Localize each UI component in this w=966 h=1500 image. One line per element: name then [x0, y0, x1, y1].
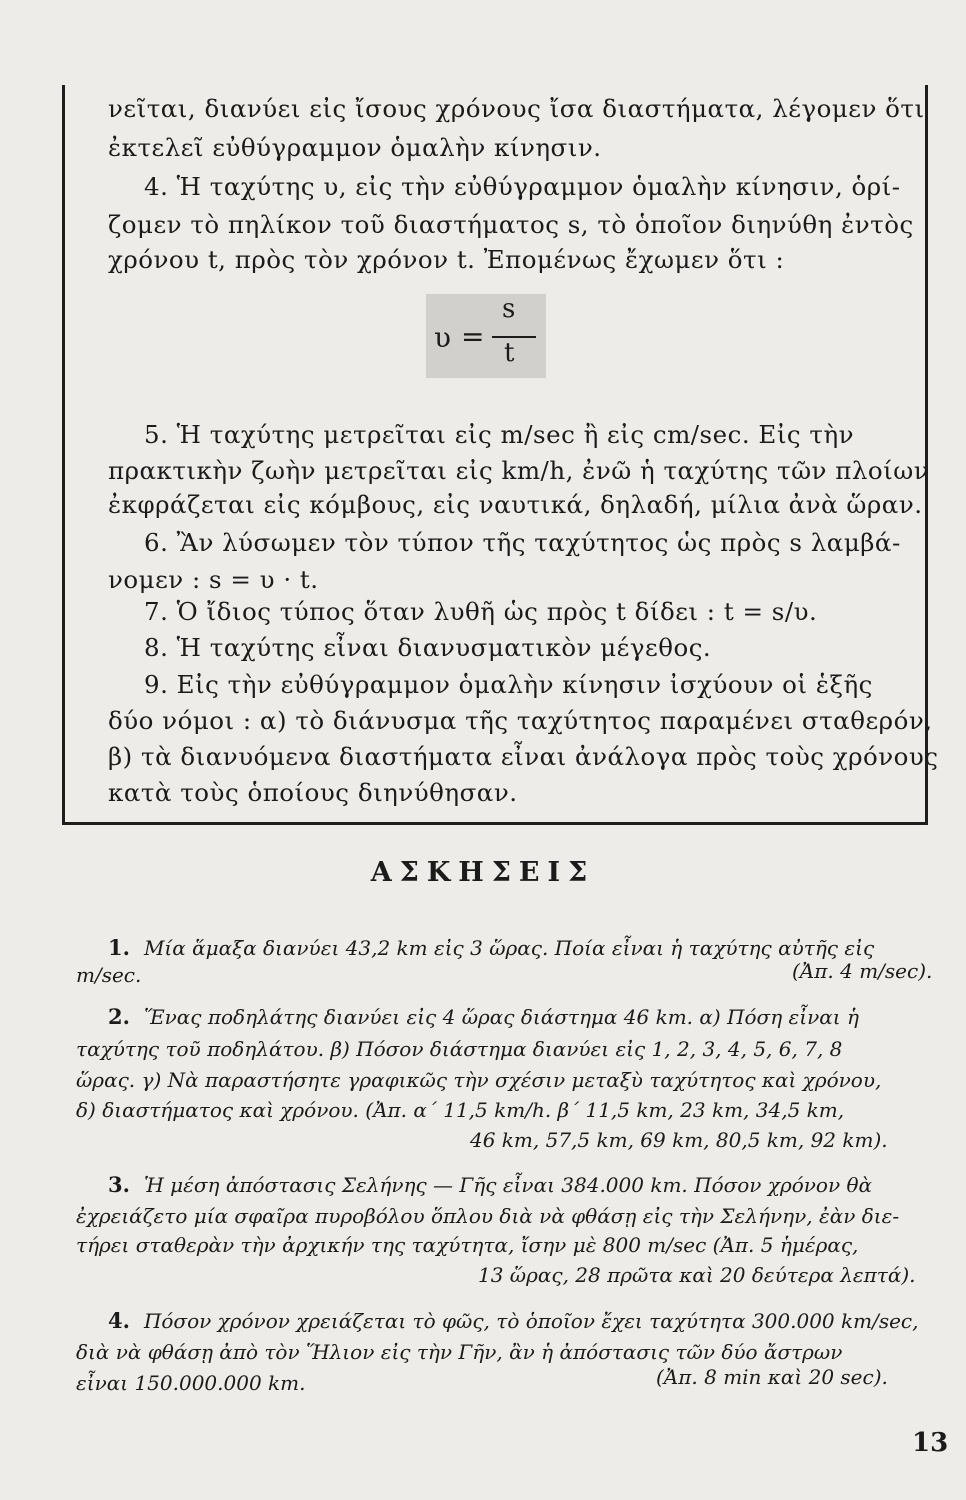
exercise-number: 4. [108, 1308, 130, 1333]
box-line: β) τὰ διανυόμενα διαστήματα εἶναι ἀνάλογα πρὸς τοὺς χρόνους [108, 742, 939, 771]
box-line: κατὰ τοὺς ὁποίους διηνύθησαν. [108, 778, 518, 807]
box-line: νεῖται, διανύει εἰς ἴσους χρόνους ἴσα διαστήματα, λέγομεν ὅτι [108, 94, 925, 123]
exercise-2 [108, 1004, 859, 1030]
exercise-number: 2. [108, 1004, 130, 1029]
exercise-line: τήρει σταθερὰν τὴν ἀρχικήν της ταχύτητα, ἴσην μὲ 800 m/sec (Ἀπ. 5 ἡμέρας, [76, 1233, 859, 1257]
box-line: ἐκφράζεται εἰς κόμβους, εἰς ναυτικά, δηλαδή, μίλια ἀνὰ ὥραν. [108, 490, 923, 519]
box-line: νομεν : s = υ · t. [108, 565, 319, 594]
box-line: 4. Ἡ ταχύτης υ, εἰς τὴν εὐθύγραμμον ὁμαλὴν κίνησιν, ὁρί- [144, 172, 901, 201]
formula-lhs: υ [434, 321, 452, 354]
formula-numerator: s [502, 294, 516, 324]
exercise-line: m/sec. [76, 963, 142, 987]
exercise-line: ἐχρειάζετο μία σφαῖρα πυροβόλου ὅπλου διὰ νὰ φθάσῃ εἰς τὴν Σελήνην, ἐὰν διε- [76, 1204, 900, 1228]
exercise-line: 13 ὥρας, 28 πρῶτα καὶ 20 δεύτερα λεπτά). [478, 1263, 916, 1287]
exercise-line: Ἕνας ποδηλάτης διανύει εἰς 4 ὥρας διάστημα 46 km. α) Πόση εἶναι ἡ [143, 1005, 859, 1029]
exercise-answer: (Ἀπ. 8 min καὶ 20 sec). [656, 1365, 888, 1389]
exercise-number: 1. [108, 935, 130, 960]
exercise-1 [108, 935, 874, 961]
exercise-line: ὥρας. γ) Νὰ παραστήσητε γραφικῶς τὴν σχέσιν μεταξὺ ταχύτητος καὶ χρόνου, [76, 1068, 882, 1092]
box-line: ἐκτελεῖ εὐθύγραμμον ὁμαλὴν κίνησιν. [108, 133, 602, 162]
box-line: 5. Ἡ ταχύτης μετρεῖται εἰς m/sec ἢ εἰς cm/sec. Εἰς τὴν [144, 420, 855, 449]
exercises-heading: ΑΣΚΗΣΕΙΣ [370, 857, 596, 888]
exercise-answer: (Ἀπ. 4 m/sec). [792, 959, 933, 983]
exercise-line: 46 km, 57,5 km, 69 km, 80,5 km, 92 km). [470, 1128, 888, 1152]
box-line: πρακτικὴν ζωὴν μετρεῖται εἰς km/h, ἐνῶ ἡ ταχύτης τῶν πλοίων [108, 456, 930, 485]
box-line: 7. Ὁ ἴδιος τύπος ὅταν λυθῆ ὡς πρὸς t δίδει : t = s/υ. [144, 597, 818, 626]
page-number: 13 [912, 1428, 949, 1458]
exercise-line: διὰ νὰ φθάσῃ ἀπὸ τὸν Ἥλιον εἰς τὴν Γῆν, ἂν ἡ ἀπόστασις τῶν δύο ἄστρων [76, 1340, 843, 1364]
box-line: ζομεν τὸ πηλίκον τοῦ διαστήματος s, τὸ ὁποῖον διηνύθη ἐντὸς [108, 210, 914, 239]
exercise-line: ταχύτης τοῦ ποδηλάτου. β) Πόσον διάστημα διανύει εἰς 1, 2, 3, 4, 5, 6, 7, 8 [76, 1037, 843, 1061]
box-line: δύο νόμοι : α) τὸ διάνυσμα τῆς ταχύτητος παραμένει σταθερόν, [108, 706, 933, 735]
exercise-line: δ) διαστήματος καὶ χρόνου. (Ἀπ. α΄ 11,5 km/h. β΄ 11,5 km, 23 km, 34,5 km, [76, 1098, 845, 1122]
box-line: 9. Εἰς τὴν εὐθύγραμμον ὁμαλὴν κίνησιν ἰσχύουν οἱ ἑξῆς [144, 670, 873, 699]
exercise-3 [108, 1172, 872, 1198]
exercise-line: Μία ἅμαξα διανύει 43,2 km εἰς 3 ὥρας. Ποία εἶναι ἡ ταχύτης αὐτῆς εἰς [143, 936, 875, 960]
formula-denominator: t [504, 338, 515, 368]
box-line: χρόνου t, πρὸς τὸν χρόνον t. Ἐπομένως ἔχωμεν ὅτι : [108, 245, 785, 274]
formula-equals: = [461, 320, 485, 353]
exercise-number: 3. [108, 1172, 130, 1197]
exercise-4 [108, 1308, 919, 1334]
box-line: 8. Ἡ ταχύτης εἶναι διανυσματικὸν μέγεθος. [144, 633, 712, 662]
exercise-line: εἶναι 150.000.000 km. [76, 1371, 306, 1395]
exercise-line: Ἡ μέση ἀπόστασις Σελήνης — Γῆς εἶναι 384.000 km. Πόσον χρόνον θὰ [143, 1173, 873, 1197]
velocity-formula [426, 294, 546, 378]
box-line: 6. Ἂν λύσωμεν τὸν τύπον τῆς ταχύτητος ὡς πρὸς s λαμβά- [144, 528, 901, 557]
exercise-line: Πόσον χρόνον χρειάζεται τὸ φῶς, τὸ ὁποῖον ἔχει ταχύτητα 300.000 km/sec, [143, 1309, 919, 1333]
